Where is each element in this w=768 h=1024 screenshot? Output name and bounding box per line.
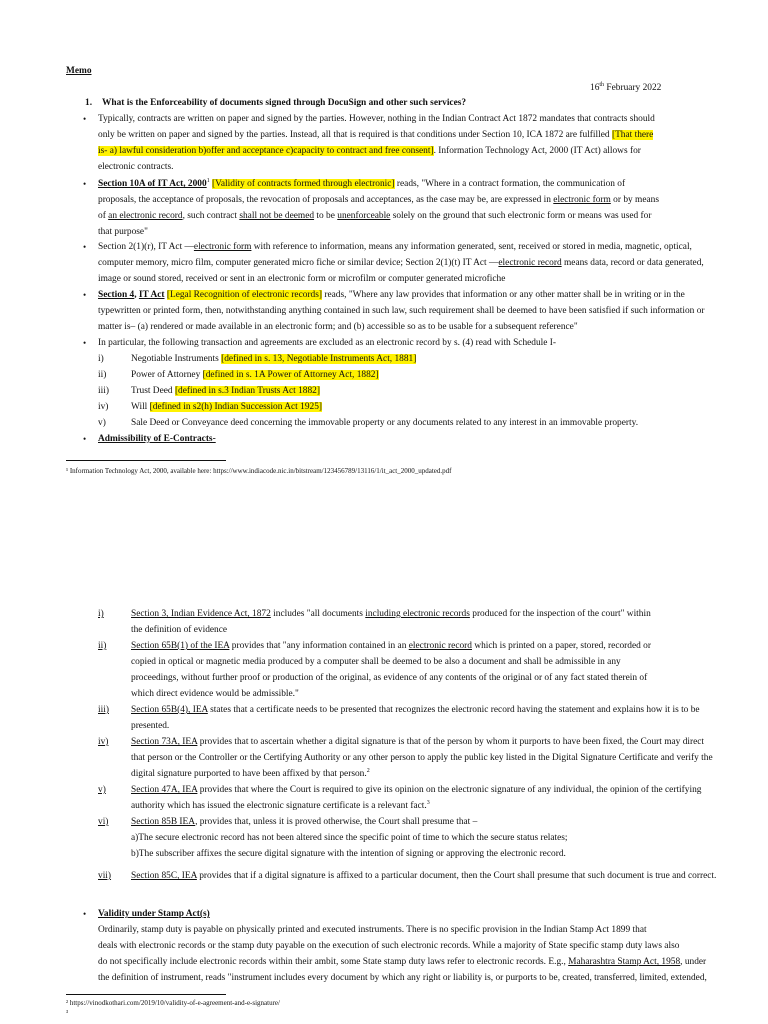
list-item-number: iv) [98,737,109,747]
footnote-3: ³ [66,1009,69,1017]
list-item: Will [defined in s2(h) Indian Succession Act 1925] [131,402,322,412]
evidence-item-ii: Section 65B(1) of the IEA provides that "any information contained in an electronic record which is printed on a paper, stored, recorded or copied in optical or magnetic media produced by a computer shall be deemed to be also a document and shall be admissible in any proceedings, without further proof or production of the original, as evidence of any contents of the original or of any fact stated therein of which direct evidence would be admissible." [131,641,651,699]
list-item: Negotiable Instruments [defined in s. 13, Negotiable Instruments Act, 1881] [131,354,417,364]
paragraph-stamp-act: Ordinarily, stamp duty is payable on physically printed and executed instruments. There is no specific provision in the Indian Stamp Act 1899 that deals with electronic records or the stamp duty payable on the execution of such electronic records. While a majority of State specific stamp duty laws also do not specifically include electronic records within their ambit, some State stamp duty laws refer to electronic records. E.g., Maharashtra Stamp Act, 1958, under the definition of instrument, reads "instrument includes every document by which any right or liability is, or purports to be, created, transferred, limited, extended, [98,925,707,983]
list-item-number: i) [98,609,104,619]
list-item-number: i) [98,354,104,364]
paragraph-section-10a: Section 10A of IT Act, 2000$^1$ [Validity of contracts formed through electronic] reads, "Where in a contract formation, the communication of proposals, the acceptance of proposals, the revocation of proposals and acceptances, as the case may be, are expressed in electronic form or by means of an electronic record, such contract shall not be deemed to be unenforceable solely on the ground that such electronic form or means was used for that purpose" [98,177,659,237]
paragraph-contracts: Typically, contracts are written on paper and signed by the parties. However, nothing in the Indian Contract Act 1872 mandates that contracts should only be written on paper and signed by the parties. Instead, all that is required is that conditions under Section 10, ICA 1872 are fulfilled [That there is- a) lawful consideration b)offer and acceptance c)capacity to contract and free consent]. Information Technology Act, 2000 (IT Act) allows for electronic contracts. [98,114,655,172]
evidence-item-v: Section 47A, IEA provides that where the Court is required to give its opinion on the electronic signature of any individual, the opinion of the certifying authority which has issued the electronic signature certificate is a relevant fact.$^3$ [131,785,702,811]
list-item-number: vii) [98,871,112,881]
bullet-dot: • [83,114,87,124]
footnote-rule [66,460,226,461]
question-title: What is the Enforceability of documents signed through DocuSign and other such services? [102,98,467,108]
footnote-1: ¹ Information Technology Act, 2000, available here: https://www.indiacode.nic.in/bitstream/123456789/13116/1/it_act_2000_updated.pdf [66,467,452,475]
evidence-item-vii: Section 85C, IEA provides that if a digital signature is affixed to a particular document, then the Court shall presume that such document is true and correct. [131,871,717,881]
evidence-item-iii: Section 65B(4), IEA states that a certificate needs to be presented that recognizes the electronic record having the statement and explains how it is to be presented. [131,705,700,731]
paragraph-section-4: Section 4, IT Act [Legal Recognition of electronic records] reads, "Where any law provides that information or any other matter shall be in writing or in the typewritten or printed form, then, notwithstanding anything contained in such law, such requirement shall be deemed to have been satisfied if such information or matter is– (a) rendered or made available in an electronic form; and (b) accessible so as to be usable for a subsequent reference" [98,290,705,332]
question-number: 1. [85,98,93,108]
bullet-dot: • [83,434,87,444]
paragraph-exclusions: In particular, the following transaction and agreements are excluded as an electronic record by s. (4) read with Schedule I- [98,338,557,348]
bullet-dot: • [83,242,87,252]
list-item-number: ii) [98,370,107,380]
list-item-number: iv) [98,402,109,412]
list-item: Trust Deed [defined in s.3 Indian Trusts Act 1882] [131,386,320,396]
list-item-number: iii) [98,705,109,715]
list-item-number: ii) [98,641,107,651]
list-item: Sale Deed or Conveyance deed concerning the immovable property or any documents related to any interest in an immovable property. [131,418,639,428]
evidence-item-vi: Section 85B IEA, provides that, unless it is proved otherwise, the Court shall presume that – a)The secure electronic record has not been altered since the specific point of time to which the secure status relates; b)The subscriber affixes the secure digital signature with the intention of signing or approving the electronic record. [131,817,568,859]
evidence-item-i: Section 3, Indian Evidence Act, 1872 includes "all documents including electronic records produced for the inspection of the court" within the definition of evidence [131,609,651,635]
bullet-dot: • [83,909,87,919]
bullet-dot: • [83,338,87,348]
list-item-number: iii) [98,386,109,396]
memo-label: Memo [66,66,92,76]
memo-date: 16th February 2022 [590,81,662,93]
list-item: Power of Attorney [defined in s. 1A Power of Attorney Act, 1882] [131,370,379,380]
list-item-number: v) [98,418,106,428]
bullet-dot: • [83,290,87,300]
bullet-dot: • [83,179,87,189]
list-item-number: vi) [98,817,109,827]
evidence-item-iv: Section 73A, IEA provides that to ascertain whether a digital signature is that of the person by whom it purports to have been fixed, the Court may direct that person or the Controller or the Certifying Authority or any other person to apply the public key listed in the Digital Signature Certificate and verify the digital signature purported to have been affixed by that person.$^2$ [131,737,713,779]
footnote-rule [66,994,226,995]
heading-admissibility: Admissibility of E-Contracts- [98,434,216,444]
footnote-2: ² https://vinodkothari.com/2019/10/validity-of-e-agreement-and-e-signature/ [66,999,280,1007]
heading-stamp-act: Validity under Stamp Act(s) [98,909,210,919]
list-item-number: v) [98,785,106,795]
paragraph-definitions: Section 2(1)(r), IT Act —electronic form with reference to information, means any information generated, sent, received or stored in media, magnetic, optical, computer memory, micro film, computer generated micro fiche or similar device; Section 2(1)(t) IT Act —electronic record means data, record or data generated, image or sound stored, received or sent in an electronic form or microfilm or computer generated microfiche [98,242,704,284]
